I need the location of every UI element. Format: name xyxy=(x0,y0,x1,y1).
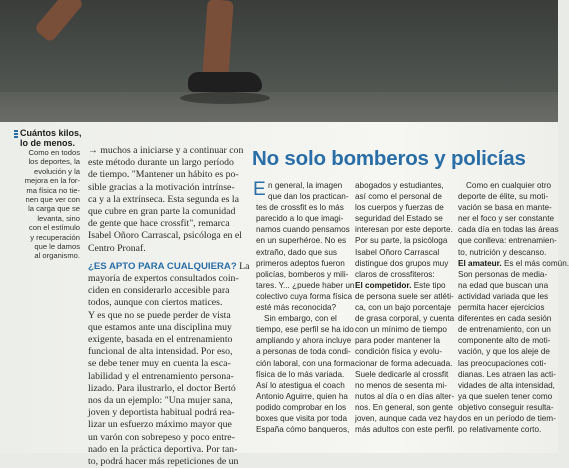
article-column-2: abogados y estudiantes, así como el personal de los cuerpos y fuerzas de seguridad del Estado se interesan por este deporte. Por su parte, la psicóloga Isabel Oñoro Carrascal distingue dos grupos muy claros de crossfiteros: El competidor. Este tipo de persona suele ser atléti- ca, con un bajo porcentaje de grasa corporal, y cuenta con un mínimo de tiempo para poder mantener la condición física y evolu- cionar de forma adecuada. Suele dedicarle al crossfit no menos de sesenta mi- nutos al día o en días alter- nos. En general, son gente joven, aunque cada vez hay más adultos con este perfil. xyxy=(355,181,457,435)
sidebar-marker-icon xyxy=(14,130,19,138)
photo-leg xyxy=(34,0,84,43)
photo-shoe xyxy=(188,72,262,92)
sidebar-title: Cuántos kilos, lo de menos. xyxy=(20,128,82,148)
amateur-label: El amateur. xyxy=(458,258,502,268)
photo-leg xyxy=(202,0,233,79)
article-headline: No solo bomberos y policías xyxy=(252,147,526,170)
article-column-1: n general, la imagen que dan los practican- tes de crossfit es lo más parecido a lo que imagi- namos cuando pensamos en un superhéroe. No es extraño, dado que sus primeros adeptos fueron policías, bomberos y mili- tares. Y... ¿puede haber un colectivo cuya forma física esté más reconocida? Sin embargo, con el tiempo, ese perfil se ha ido ampliando y ahora incluye a personas de toda condi- ción laboral, con una forma física de lo más variada. Así lo atestigua el coach Antonio Aguirre, quien ha podido comprobar en los boxes que visita por toda España cómo banqueros, xyxy=(256,181,355,435)
photo-shadow xyxy=(180,92,270,104)
runner-legs-photo xyxy=(0,0,558,122)
subheading: ¿ES APTO PARA CUALQUIERA? xyxy=(88,260,237,272)
article-column-3: Como en cualquier otro deporte de élite, su moti- vación se basa en mante- ner el foco y ser constante cada día en todas las áreas que conlleva: entrenamien- to, nutrición y descanso. El amateur. Es el más común. Son personas de media- na edad que buscan una actividad variada que les permita hacer ejercicios diferentes en cada sesión de entrenamiento, con un componente alto de moti- vación, y que los aleje de las preocupaciones coti- dianas. Les atraen las acti- vidades de alta intensidad, ya que suelen tener como objetivo conseguir resulta- dos en un período de tiem- po relativamente corto. xyxy=(458,181,569,435)
left-column: → muchos a iniciarse y a continuar con este método durante un largo período de tiempo. "Mantener un hábito es po- sible gracias a la motivación intrínse- ca y a la extrínseca. Esta segunda es la que cubre en gran parte la comunidad de gente que hace crossfit", remarca Isabel Oñoro Carrascal, psicóloga en el Centro Pronaf. ¿ES APTO PARA CUALQUIERA? La mayoría de expertos consultados coin- ciden en considerarlo accesible para todos, aunque con ciertos matices. Y es que no se puede perder de vista que estamos ante una disciplina muy exigente, basada en el entrenamiento funcional de alta intensidad. Por eso, se debe tener muy en cuenta la esca- labilidad y el entrenamiento persona- lizado. Para ilustrarlo, el doctor Bertó nos da un ejemplo: "Una mujer sana, joven y deportista habitual podrá rea- lizar un esfuerzo máximo mayor que un varón con sobrepeso y poco entre- nado en la práctica deportiva. Por tan- to, podrá hacer más repeticiones de un xyxy=(88,145,250,468)
sidebar-text: Como en todos los deportes, la evolución y la mejora en la for- ma física no tie- nen que ver con la carga que se levanta, sino con el estímulo y recuperación que le damos al organismo. xyxy=(24,148,80,261)
dropcap: E xyxy=(253,179,266,200)
competitor-label: El competidor. xyxy=(355,280,412,290)
photo-floor xyxy=(0,92,558,122)
